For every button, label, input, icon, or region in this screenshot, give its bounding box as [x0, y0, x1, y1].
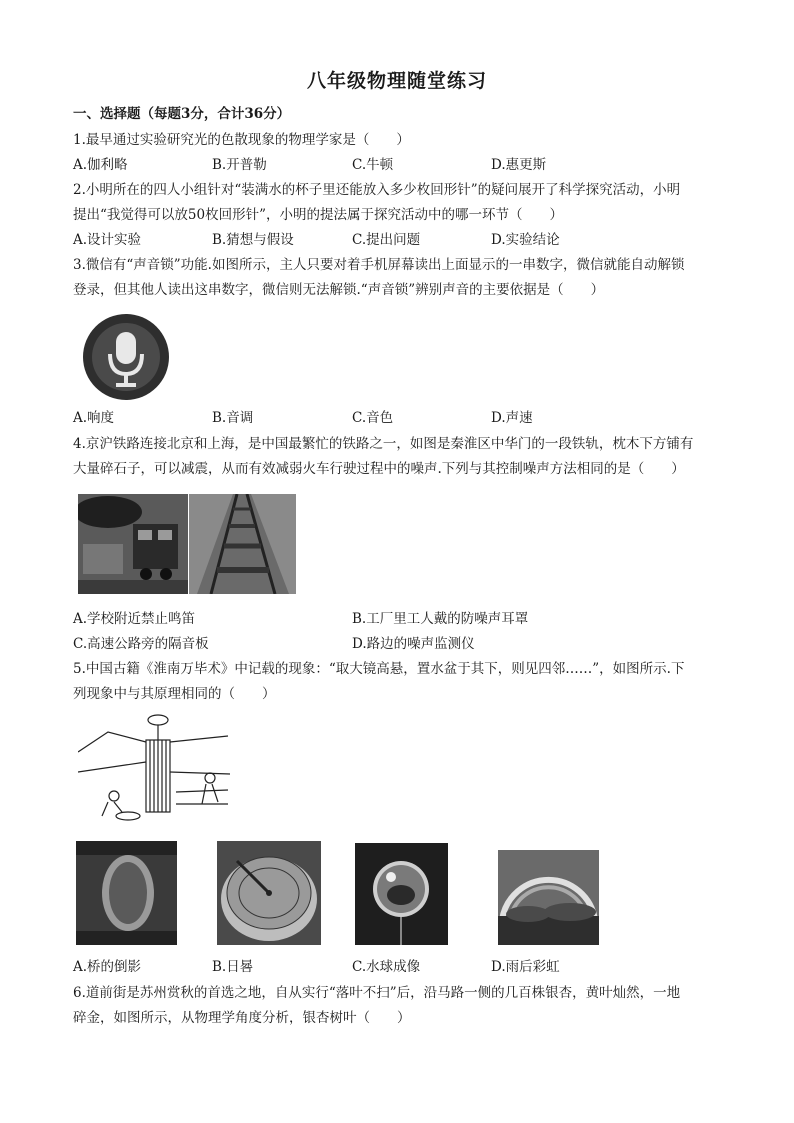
rainbow-photo — [498, 850, 599, 945]
q1-option-c: C.牛顿 — [352, 157, 394, 173]
question-6-line-2: 碎金，如图所示，从物理学角度分析，银杏树叶（ ） — [73, 1010, 411, 1026]
railway-track-photo — [189, 494, 296, 594]
q2-option-b: B.猜想与假设 — [212, 232, 294, 248]
q5-option-a: A.桥的倒影 — [73, 959, 142, 975]
q3-option-c: C.音色 — [352, 410, 394, 426]
section-heading: 一、选择题（每题3分，合计36分） — [73, 106, 291, 122]
q4-option-c: C.高速公路旁的隔音板 — [73, 636, 209, 652]
question-6-line-1: 6.道前街是苏州赏秋的首选之地，自从实行“落叶不扫”后，沿马路一侧的几百株银杏，黄叶灿然，一地 — [73, 985, 681, 1001]
q1-option-b: B.开普勒 — [212, 157, 267, 173]
question-5-line-1: 5.中国古籍《淮南万毕术》中记载的现象：“取大镜高悬，置水盆于其下，则见四邻……”，如图所示.下 — [73, 661, 685, 677]
question-3-line-2: 登录，但其他人读出这串数字，微信则无法解锁.“声音锁”辨别声音的主要依据是（ ） — [73, 282, 605, 298]
q5-option-b: B.日晷 — [212, 959, 254, 975]
q2-option-a: A.设计实验 — [73, 232, 142, 248]
question-2-line-2: 提出“我觉得可以放50枚回形针”，小明的提法属于探究活动中的哪一环节（ ） — [73, 207, 563, 223]
q2-option-d: D.实验结论 — [491, 232, 560, 248]
train-photo — [78, 494, 188, 594]
q3-option-d: D.声速 — [491, 410, 533, 426]
page-title: 八年级物理随堂练习 — [306, 70, 487, 92]
q4-option-b: B.工厂里工人戴的防噪声耳罩 — [352, 611, 529, 627]
q5-option-d: D.雨后彩虹 — [491, 959, 560, 975]
water-ball-photo — [355, 843, 448, 945]
q1-option-a: A.伽利略 — [73, 157, 128, 173]
ancient-mirror-illustration — [78, 712, 230, 824]
question-4-line-1: 4.京沪铁路连接北京和上海，是中国最繁忙的铁路之一，如图是秦淮区中华门的一段铁轨，枕木下方铺有 — [73, 436, 694, 452]
question-1-stem: 1.最早通过实验研究光的色散现象的物理学家是（ ） — [73, 132, 410, 148]
q3-option-a: A.响度 — [73, 410, 115, 426]
sundial-photo — [217, 841, 321, 945]
q1-option-d: D.惠更斯 — [491, 157, 547, 173]
question-5-line-2: 列现象中与其原理相同的（ ） — [73, 686, 276, 702]
q4-option-a: A.学校附近禁止鸣笛 — [73, 611, 196, 627]
microphone-icon — [80, 312, 172, 402]
question-4-line-2: 大量碎石子，可以减震，从而有效减弱火车行驶过程中的噪声.下列与其控制噪声方法相同的是（ ） — [73, 461, 685, 477]
question-3-line-1: 3.微信有“声音锁”功能.如图所示，主人只要对着手机屏幕读出上面显示的一串数字，微信就能自动解锁 — [73, 257, 685, 273]
q4-option-d: D.路边的噪声监测仪 — [352, 636, 475, 652]
q5-option-c: C.水球成像 — [352, 959, 421, 975]
question-2-line-1: 2.小明所在的四人小组针对“装满水的杯子里还能放入多少枚回形针”的疑问展开了科学探究活动，小明 — [73, 182, 681, 198]
q3-option-b: B.音调 — [212, 410, 254, 426]
q2-option-c: C.提出问题 — [352, 232, 421, 248]
bridge-reflection-photo — [76, 841, 177, 945]
